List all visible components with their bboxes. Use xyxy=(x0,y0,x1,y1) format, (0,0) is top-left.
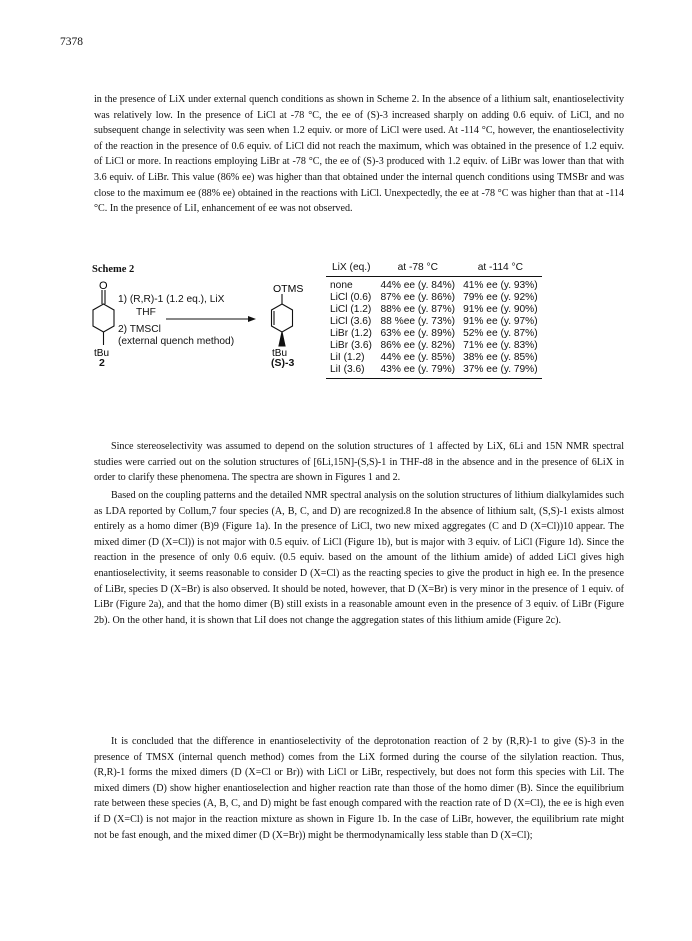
header-114: at -114 °C xyxy=(459,262,542,277)
reaction-arrow xyxy=(166,316,256,322)
cell-78: 44% ee (y. 85%) xyxy=(380,352,456,363)
table-row xyxy=(326,304,542,316)
cell-114: 71% ee (y. 83%) xyxy=(463,340,538,351)
scheme-2 xyxy=(80,262,640,432)
cell-lix: LiBr (3.6) xyxy=(330,340,372,351)
cell-114: 91% ee (y. 97%) xyxy=(463,316,538,327)
reactant-substituent: tBu xyxy=(94,348,110,359)
cell-lix: LiCl (3.6) xyxy=(330,316,372,327)
scheme-title: Scheme 2 xyxy=(92,264,135,275)
product-label: (S)-3 xyxy=(271,357,295,369)
condition-step-2: 2) TMSCl xyxy=(118,324,161,335)
table-row xyxy=(326,364,542,379)
header-lix: LiX (eq.) xyxy=(326,262,377,277)
cell-114: 52% ee (y. 87%) xyxy=(463,328,538,339)
paragraph-3: Based on the coupling patterns and the detailed NMR spectral analysis on the solution structures of lithium dialkylamides such as LDA reported by Collum,7 four species (A, B, C, and D) are recognized.8 In the absence of lithium salt, (S,S)-1 exists almost entirely as a homo dimer (B)9 (Figure 1a). In the presence of LiCl, two new mixed aggregates (C and D (X=Cl))10 appear. The mixed dimer (D (X=Cl)) is not major with 0.5 equiv. of LiCl (Figure 1b), but is major with 3 equiv. of LiCl (Figure 1d). Since the reaction in the presence of only 0.6 equiv. (0.5 equiv. based on the amount of the lithium amide) of added LiCl gives high enantioselectivity, it seems reasonable to consider D (X=Cl) as the reacting species to give the product in high ee. In the presence of LiBr, species D (X=Br) is also observed. It should be noted, however, that D (X=Br) is very minor in the presence of 1 equiv. of LiBr (Figure 2a), and that the homo dimer (B) still exists in a reasonable amount even in the presence of 3 equiv. of LiBr (Figure 2b). On the other hand, it is shown that LiI does not change the aggregation states of this lithium amide (Figure 2c). xyxy=(94,490,624,626)
table-row xyxy=(326,340,542,352)
cell-78: 87% ee (y. 86%) xyxy=(380,292,456,303)
paragraph-2: Since stereoselectivity was assumed to depend on the solution structures of 1 affected by LiX, 6Li and 15N NMR spectral studies were carried out on the solution structures of [6Li,15N]-(S,S)-1 in THF-d8 in the absence and in the presence of 6LiX in order to clarify these phenomena. The spectra are shown in Figures 1 and 2. xyxy=(94,441,624,484)
product-substituent: tBu xyxy=(272,348,288,359)
header-78: at -78 °C xyxy=(377,262,460,277)
cell-lix: LiCl (0.6) xyxy=(330,292,372,303)
reactant-carbonyl-o: O xyxy=(99,280,108,292)
table-row xyxy=(326,352,542,364)
cell-114: 41% ee (y. 93%) xyxy=(463,280,538,291)
condition-step-1: 1) (R,R)-1 (1.2 eq.), LiX xyxy=(118,294,225,305)
table-row xyxy=(326,292,542,304)
cell-78: 86% ee (y. 82%) xyxy=(380,340,456,351)
reactant-structure xyxy=(93,290,114,345)
cell-lix: LiI (3.6) xyxy=(326,364,377,379)
cell-lix: none xyxy=(330,280,353,291)
cell-lix: LiCl (1.2) xyxy=(330,304,372,315)
table-header-row xyxy=(326,262,542,277)
table-row xyxy=(326,316,542,328)
cell-114: 37% ee (y. 79%) xyxy=(459,364,542,379)
cell-114: 79% ee (y. 92%) xyxy=(463,292,538,303)
reactant-label: 2 xyxy=(99,357,105,369)
cell-78: 63% ee (y. 89%) xyxy=(380,328,456,339)
cell-lix: LiI (1.2) xyxy=(330,352,365,363)
cell-78: 43% ee (y. 79%) xyxy=(377,364,460,379)
table-row xyxy=(326,277,542,293)
paragraph-4: It is concluded that the difference in enantioselectivity of the deprotonation reaction of 2 by (R,R)-1 to give (S)-3 in the presence of TMSX (internal quench method) comes from the LiX formed during the course of the silylation reaction. Thus, (R,R)-1 forms the mixed dimers (D (X=Cl or Br)) with LiCl or LiBr, respectively, but does not form this species with LiI. The mixed dimers (D) show higher enantioselection and higher reaction rate than those of the homo dimer (B). Since the equilibrium rate between these species (A, B, C, and D) might be fast enough compared with the reaction rate of D (X=Cl), the ee is high even if D (X=Cl) is not major in the reaction mixture as shown in Figure 1b. In the case of LiBr, however, the equilibrium rate might not be fast enough, and the mixed dimer (D (X=Br)) might be thermodynamically less stable than D (X=Cl); xyxy=(94,736,624,841)
product-group: OTMS xyxy=(273,283,304,295)
results-table xyxy=(326,262,542,379)
table-row xyxy=(326,328,542,340)
cell-lix: LiBr (1.2) xyxy=(330,328,372,339)
cell-78: 88 %ee (y. 73%) xyxy=(380,316,456,327)
condition-solvent: THF xyxy=(136,307,156,318)
page-number: 7378 xyxy=(60,36,83,48)
product-structure xyxy=(272,294,293,346)
cell-114: 38% ee (y. 85%) xyxy=(463,352,538,363)
paragraph-1: in the presence of LiX under external quench conditions as shown in Scheme 2. In the absence of a lithium salt, enantioselectivity was relatively low. In the presence of LiCl at -78 °C, the ee of (S)-3 increased sharply on adding 0.6 equiv. of LiCl, and no subsequent change in selectivity was seen when 1.2 equiv. or more of LiCl were used. At -114 °C, however, the enantioselectivity of the reaction in the presence of 0.6 equiv. of LiCl did not reach the maximum, which was obtained in the presence of 1.2 equiv. of LiCl or more. In reactions employing LiBr at -78 °C, the ee of (S)-3 produced with 1.2 equiv. of LiBr was lower than that with 3.6 equiv. of LiBr. This value (86% ee) was higher than that obtained under the internal quench conditions using TMSBr and was close to the maximum ee (88% ee) obtained in the reactions with LiCl. Unexpectedly, the ee at -78 °C was higher than that at -114 °C. In the presence of LiI, enhancement of ee was not observed. xyxy=(94,94,624,215)
condition-method: (external quench method) xyxy=(118,336,235,347)
cell-114: 91% ee (y. 90%) xyxy=(463,304,538,315)
cell-78: 44% ee (y. 84%) xyxy=(380,280,456,291)
reaction-scheme-drawing xyxy=(80,262,325,432)
cell-78: 88% ee (y. 87%) xyxy=(380,304,456,315)
